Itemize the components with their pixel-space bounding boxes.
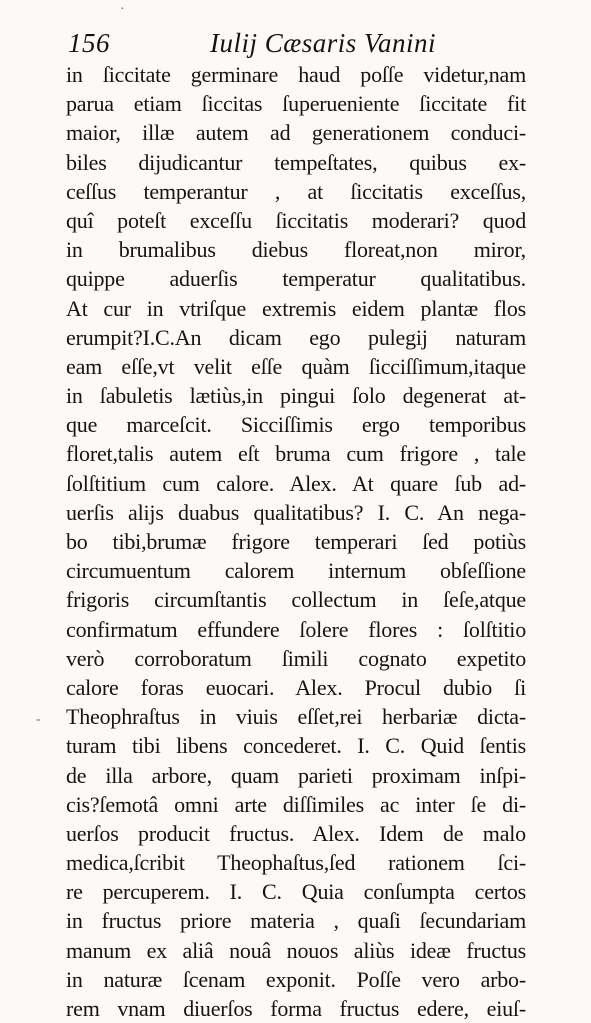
text-line: quî poteſt exceſſu ſiccitatis moderari? quod [66, 207, 526, 233]
text-line: biles dijudicantur tempeſtates, quibus ex- [66, 149, 526, 175]
text-line: floret,talis autem eſt bruma cum frigore , tale [66, 441, 526, 467]
text-line: que marceſcit. Sicciſſimis ergo temporibus [66, 412, 526, 438]
text-line: eam eſſe,vt velit eſſe quàm ſicciſſimum,itaque [66, 353, 526, 379]
text-line: in ſiccitate germinare haud poſſe videtur,nam [66, 62, 526, 87]
text-line: ſolſtitium cum calore. Alex. At quare ſub ad- [66, 470, 526, 496]
text-line: uerſos producit fructus. Alex. Idem de malo [66, 820, 526, 846]
text-line: rem vnam diuerſos forma fructus edere, eiuſ- [66, 996, 526, 1021]
text-line: manum ex aliâ nouâ nouos aliùs ideæ fructus [66, 937, 526, 963]
text-line: erumpit?I.C.An dicam ego pulegij naturam [66, 324, 526, 350]
text-line: frigoris circumſtantis collectum in ſeſe,atque [66, 587, 526, 613]
text-line: Theophraſtus in viuis eſſet,rei herbariæ dicta- [66, 704, 526, 730]
text-line: calore foras euocari. Alex. Procul dubio ſi [66, 674, 526, 700]
page-number: 156 [68, 28, 110, 58]
text-line: maior, illæ autem ad generationem conduci- [66, 120, 526, 146]
text-line: At cur in vtriſque extremis eidem plantæ flos [66, 295, 526, 321]
ink-speck: · [120, 2, 125, 17]
text-line: in fructus priore materia , quaſi ſecundariam [66, 908, 526, 934]
text-line: parua etiam ſiccitas ſuperueniente ſiccitate fit [66, 91, 526, 117]
text-line: turam tibi libens concederet. I. C. Quid ſentis [66, 733, 526, 759]
text-line: uerſis alijs duabus qualitatibus? I. C. An nega- [66, 499, 526, 525]
text-line: cis?ſemotâ omni arte diſſimiles ac inter ſe di- [66, 791, 526, 817]
page-header [60, 26, 540, 62]
text-line: quippe aduerſis temperatur qualitatibus. [66, 266, 526, 292]
text-line: verò corroboratum ſimili cognato expetito [66, 645, 526, 671]
text-line: de illa arbore, quam parieti proximam inſpi- [66, 762, 526, 788]
running-head: Iulij Cæsaris Vanini [210, 28, 437, 58]
text-line: re percuperem. I. C. Quia conſumpta certos [66, 879, 526, 905]
text-line: circumuentum calorem internum obſeſſione [66, 558, 526, 584]
text-line: in ſabuletis lætiùs,in pingui ſolo degenerat at- [66, 383, 526, 409]
margin-dash: - [36, 712, 41, 727]
text-line: bo tibi,brumæ frigore temperari ſed potiùs [66, 529, 526, 554]
text-line: medica,ſcribit Theophaſtus,ſed rationem ſci- [66, 850, 526, 876]
text-line: confirmatum effundere ſolere flores : ſolſtitio [66, 616, 526, 642]
body-text [66, 60, 526, 1023]
text-line: ceſſus temperantur , at ſiccitatis exceſſus, [66, 178, 526, 204]
text-line: in naturæ ſcenam exponit. Poſſe vero arbo- [66, 966, 526, 992]
text-line: in brumalibus diebus floreat,non miror, [66, 237, 526, 263]
